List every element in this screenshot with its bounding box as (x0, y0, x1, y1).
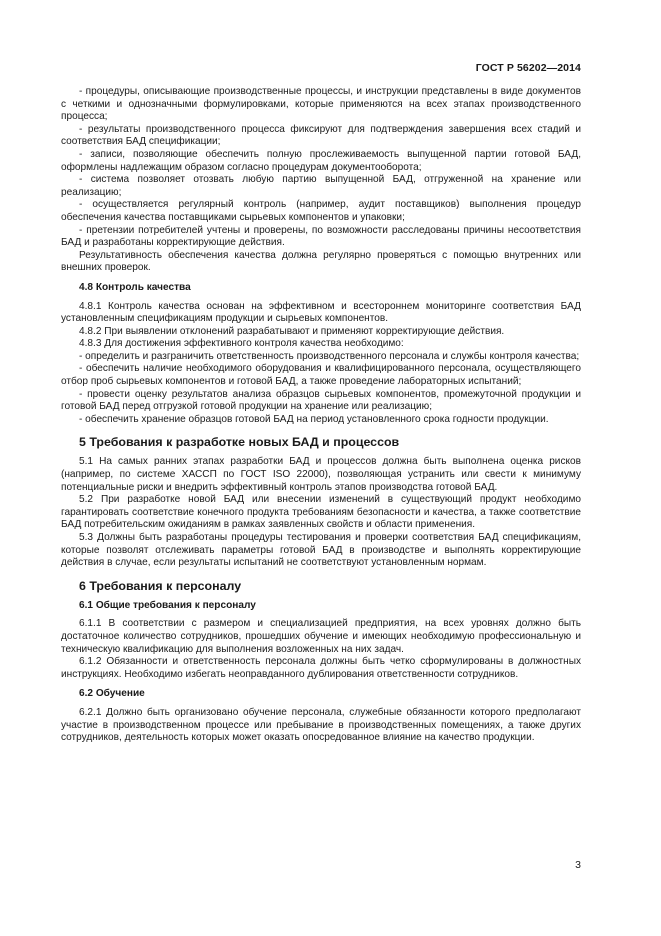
section-heading-6: 6 Требования к персоналу (79, 578, 242, 593)
paragraph: - провести оценку результатов анализа образцов сырьевых компонентов, промежуточной продукции и готовой БАД перед отгрузкой готовой продукции на хранение или реализацию; (61, 388, 581, 413)
section-heading-6-1: 6.1 Общие требования к персоналу (79, 599, 256, 611)
section-heading-6-2: 6.2 Обучение (79, 688, 145, 700)
paragraph: - осуществляется регулярный контроль (например, аудит поставщиков) выполнения процедур обеспечения качества поставщиками сырьевых компонентов и упаковки; (61, 199, 581, 223)
page-number: 3 (575, 859, 581, 871)
paragraph: 5.1 На самых ранних этапах разработки БАД и процессов должна быть выполнена оценка рисков (например, по системе ХАССП по ГОСТ ISO 22000), позволяющая устранить или свести к минимуму потенциальные риски и внедрить эффективный контроль этапов производства готовой БАД. (61, 456, 581, 493)
paragraph: 6.2.1 Должно быть организовано обучение персонала, служебные обязанности которого предполагают участие в производственном процессе или пребывание в производственных помещениях, а также других сотрудников, деятельность которых может оказать опосредованное влияние на качество продукции. (61, 706, 581, 744)
paragraph: - обеспечить наличие необходимого оборудования и квалифицированного персонала, осуществляющего отбор проб сырьевых компонентов и готовой БАД, а также проведение лабораторных испытаний; (61, 363, 581, 388)
paragraph: - записи, позволяющие обеспечить полную прослеживаемость выпущенной партии готовой БАД, оформлены надлежащим образом согласно процедурам документооборота; (61, 148, 581, 173)
paragraph: 4.8.3 Для достижения эффективного контроля качества необходимо: (79, 338, 404, 350)
paragraph: 5.3 Должны быть разработаны процедуры тестирования и проверки соответствия БАД спецификациям, которые позволят отслеживать параметры готовой БАД в производстве и выполнять корректирующие действия в случае, если результаты испытаний не соответствуют установленным нормам. (61, 532, 581, 569)
paragraph: 6.1.2 Обязанности и ответственность персонала должны быть четко сформулированы в должностных инструкциях. Необходимо избегать неоправданного дублирования ответственности сотрудников. (61, 656, 581, 680)
paragraph: 4.8.2 При выявлении отклонений разрабатывают и применяют корректирующие действия. (79, 325, 505, 337)
section-heading-5: 5 Требования к разработке новых БАД и процессов (79, 435, 400, 450)
section-heading-4-8: 4.8 Контроль качества (79, 281, 191, 293)
paragraph: - результаты производственного процесса фиксируют для подтверждения завершения всех стадий и соответствия БАД спецификации; (61, 123, 581, 148)
document-body (61, 86, 581, 745)
paragraph: 5.2 При разработке новой БАД или внесении изменений в существующий продукт необходимо гарантировать соответствие конечного продукта требованиям безопасности и качества, а также соответствие БАД потребительским ожиданиям в рамках заявленных свойств и области применения. (61, 494, 581, 531)
paragraph: - претензии потребителей учтены и проверены, по возможности расследованы причины несоответствия БАД и разработаны корректирующие действия. (61, 224, 581, 249)
document-code: ГОСТ Р 56202—2014 (475, 62, 581, 74)
paragraph: - система позволяет отозвать любую партию выпущенной БАД, отгруженной на хранение или реализацию; (61, 174, 581, 198)
paragraph: - определить и разграничить ответственность производственного персонала и службы контроля качества; (79, 350, 580, 362)
paragraph: - обеспечить хранение образцов готовой БАД на период установленного срока годности продукции. (79, 413, 549, 425)
paragraph: 6.1.1 В соответствии с размером и специализацией предприятия, на всех уровнях должно быть достаточное количество сотрудников, прошедших обучение и имеющих необходимую профессиональную и техническую квалификацию для выполнения возложенных на них задач. (61, 618, 581, 655)
paragraph: Результативность обеспечения качества должна регулярно проверяться с помощью внутренних или внешних проверок. (61, 249, 581, 274)
paragraph: - процедуры, описывающие производственные процессы, и инструкции представлены в виде документов с четкими и однозначными формулировками, которые применяются на всех этапах производственного процесса; (61, 86, 581, 123)
paragraph: 4.8.1 Контроль качества основан на эффективном и всестороннем мониторинге соответствия БАД установленным спецификациям продукции и сырьевых компонентов. (61, 300, 581, 325)
